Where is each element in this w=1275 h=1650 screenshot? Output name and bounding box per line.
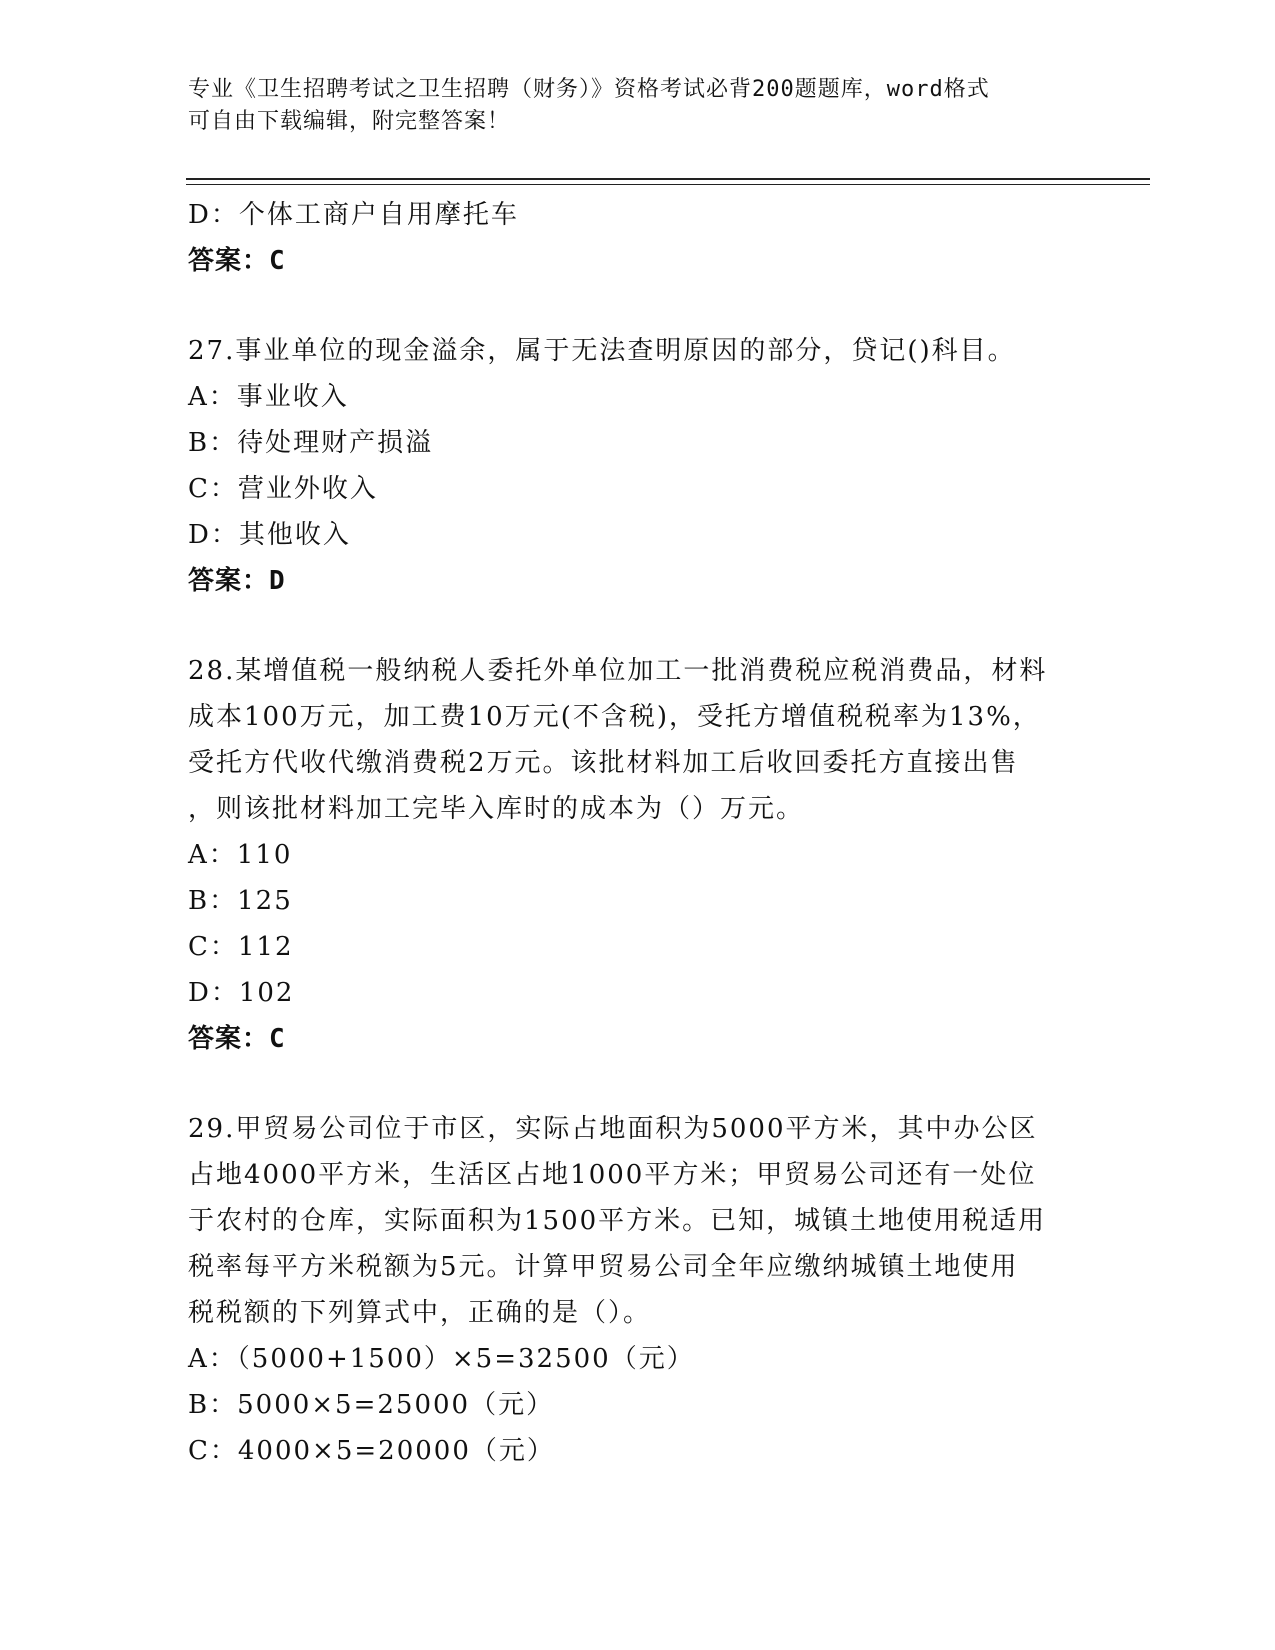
- q28-stem-line-1: 28.某增值税一般纳税人委托外单位加工一批消费税应税消费品，材料: [188, 656, 1048, 686]
- q29-stem-line-2: 占地4000平方米，生活区占地1000平方米；甲贸易公司还有一处位: [188, 1160, 1037, 1190]
- header-rule-thin: [186, 184, 1150, 185]
- prev-option-d: D：个体工商户自用摩托车: [188, 200, 519, 230]
- question-content: [188, 192, 1088, 1474]
- q29-option-c: C：4000×5=20000（元）: [188, 1436, 555, 1466]
- q28-option-b: B：125: [188, 886, 293, 916]
- q29-stem-line-4: 税率每平方米税额为5元。计算甲贸易公司全年应缴纳城镇土地使用: [188, 1252, 1019, 1282]
- q28-stem-line-4: ，则该批材料加工完毕入库时的成本为（）万元。: [188, 794, 805, 824]
- q29-option-b: B：5000×5=25000（元）: [188, 1390, 555, 1420]
- header-line-2: 可自由下载编辑，附完整答案！: [188, 109, 511, 134]
- q27-answer: 答案：D: [188, 566, 286, 596]
- q28-answer: 答案：C: [188, 1024, 286, 1054]
- q29-stem-line-3: 于农村的仓库，实际面积为1500平方米。已知，城镇土地使用税适用: [188, 1206, 1047, 1236]
- q29-option-a: A：（5000+1500）×5=32500（元）: [188, 1344, 695, 1374]
- header-rule-thick: [186, 178, 1150, 180]
- q27-stem: 27.事业单位的现金溢余，属于无法查明原因的部分，贷记()科目。: [188, 336, 1016, 366]
- q28-option-d: D：102: [188, 978, 295, 1008]
- header-line-1: 专业《卫生招聘考试之卫生招聘（财务）》资格考试必背200题题库，word格式: [188, 77, 990, 102]
- q29-stem-line-1: 29.甲贸易公司位于市区，实际占地面积为5000平方米，其中办公区: [188, 1114, 1038, 1144]
- document-header: [188, 74, 1068, 138]
- q28-stem-line-2: 成本100万元，加工费10万元(不含税)，受托方增值税税率为13%，: [188, 702, 1041, 732]
- prev-answer: 答案：C: [188, 246, 286, 276]
- q27-option-d: D：其他收入: [188, 520, 351, 550]
- q27-option-c: C：营业外收入: [188, 474, 378, 504]
- q27-option-a: A：事业收入: [188, 382, 349, 412]
- q28-stem-line-3: 受托方代收代缴消费税2万元。该批材料加工后收回委托方直接出售: [188, 748, 1019, 778]
- q28-option-a: A：110: [188, 840, 293, 870]
- q29-stem-line-5: 税税额的下列算式中，正确的是（）。: [188, 1298, 652, 1328]
- q27-option-b: B：待处理财产损溢: [188, 428, 434, 458]
- q28-option-c: C：112: [188, 932, 294, 962]
